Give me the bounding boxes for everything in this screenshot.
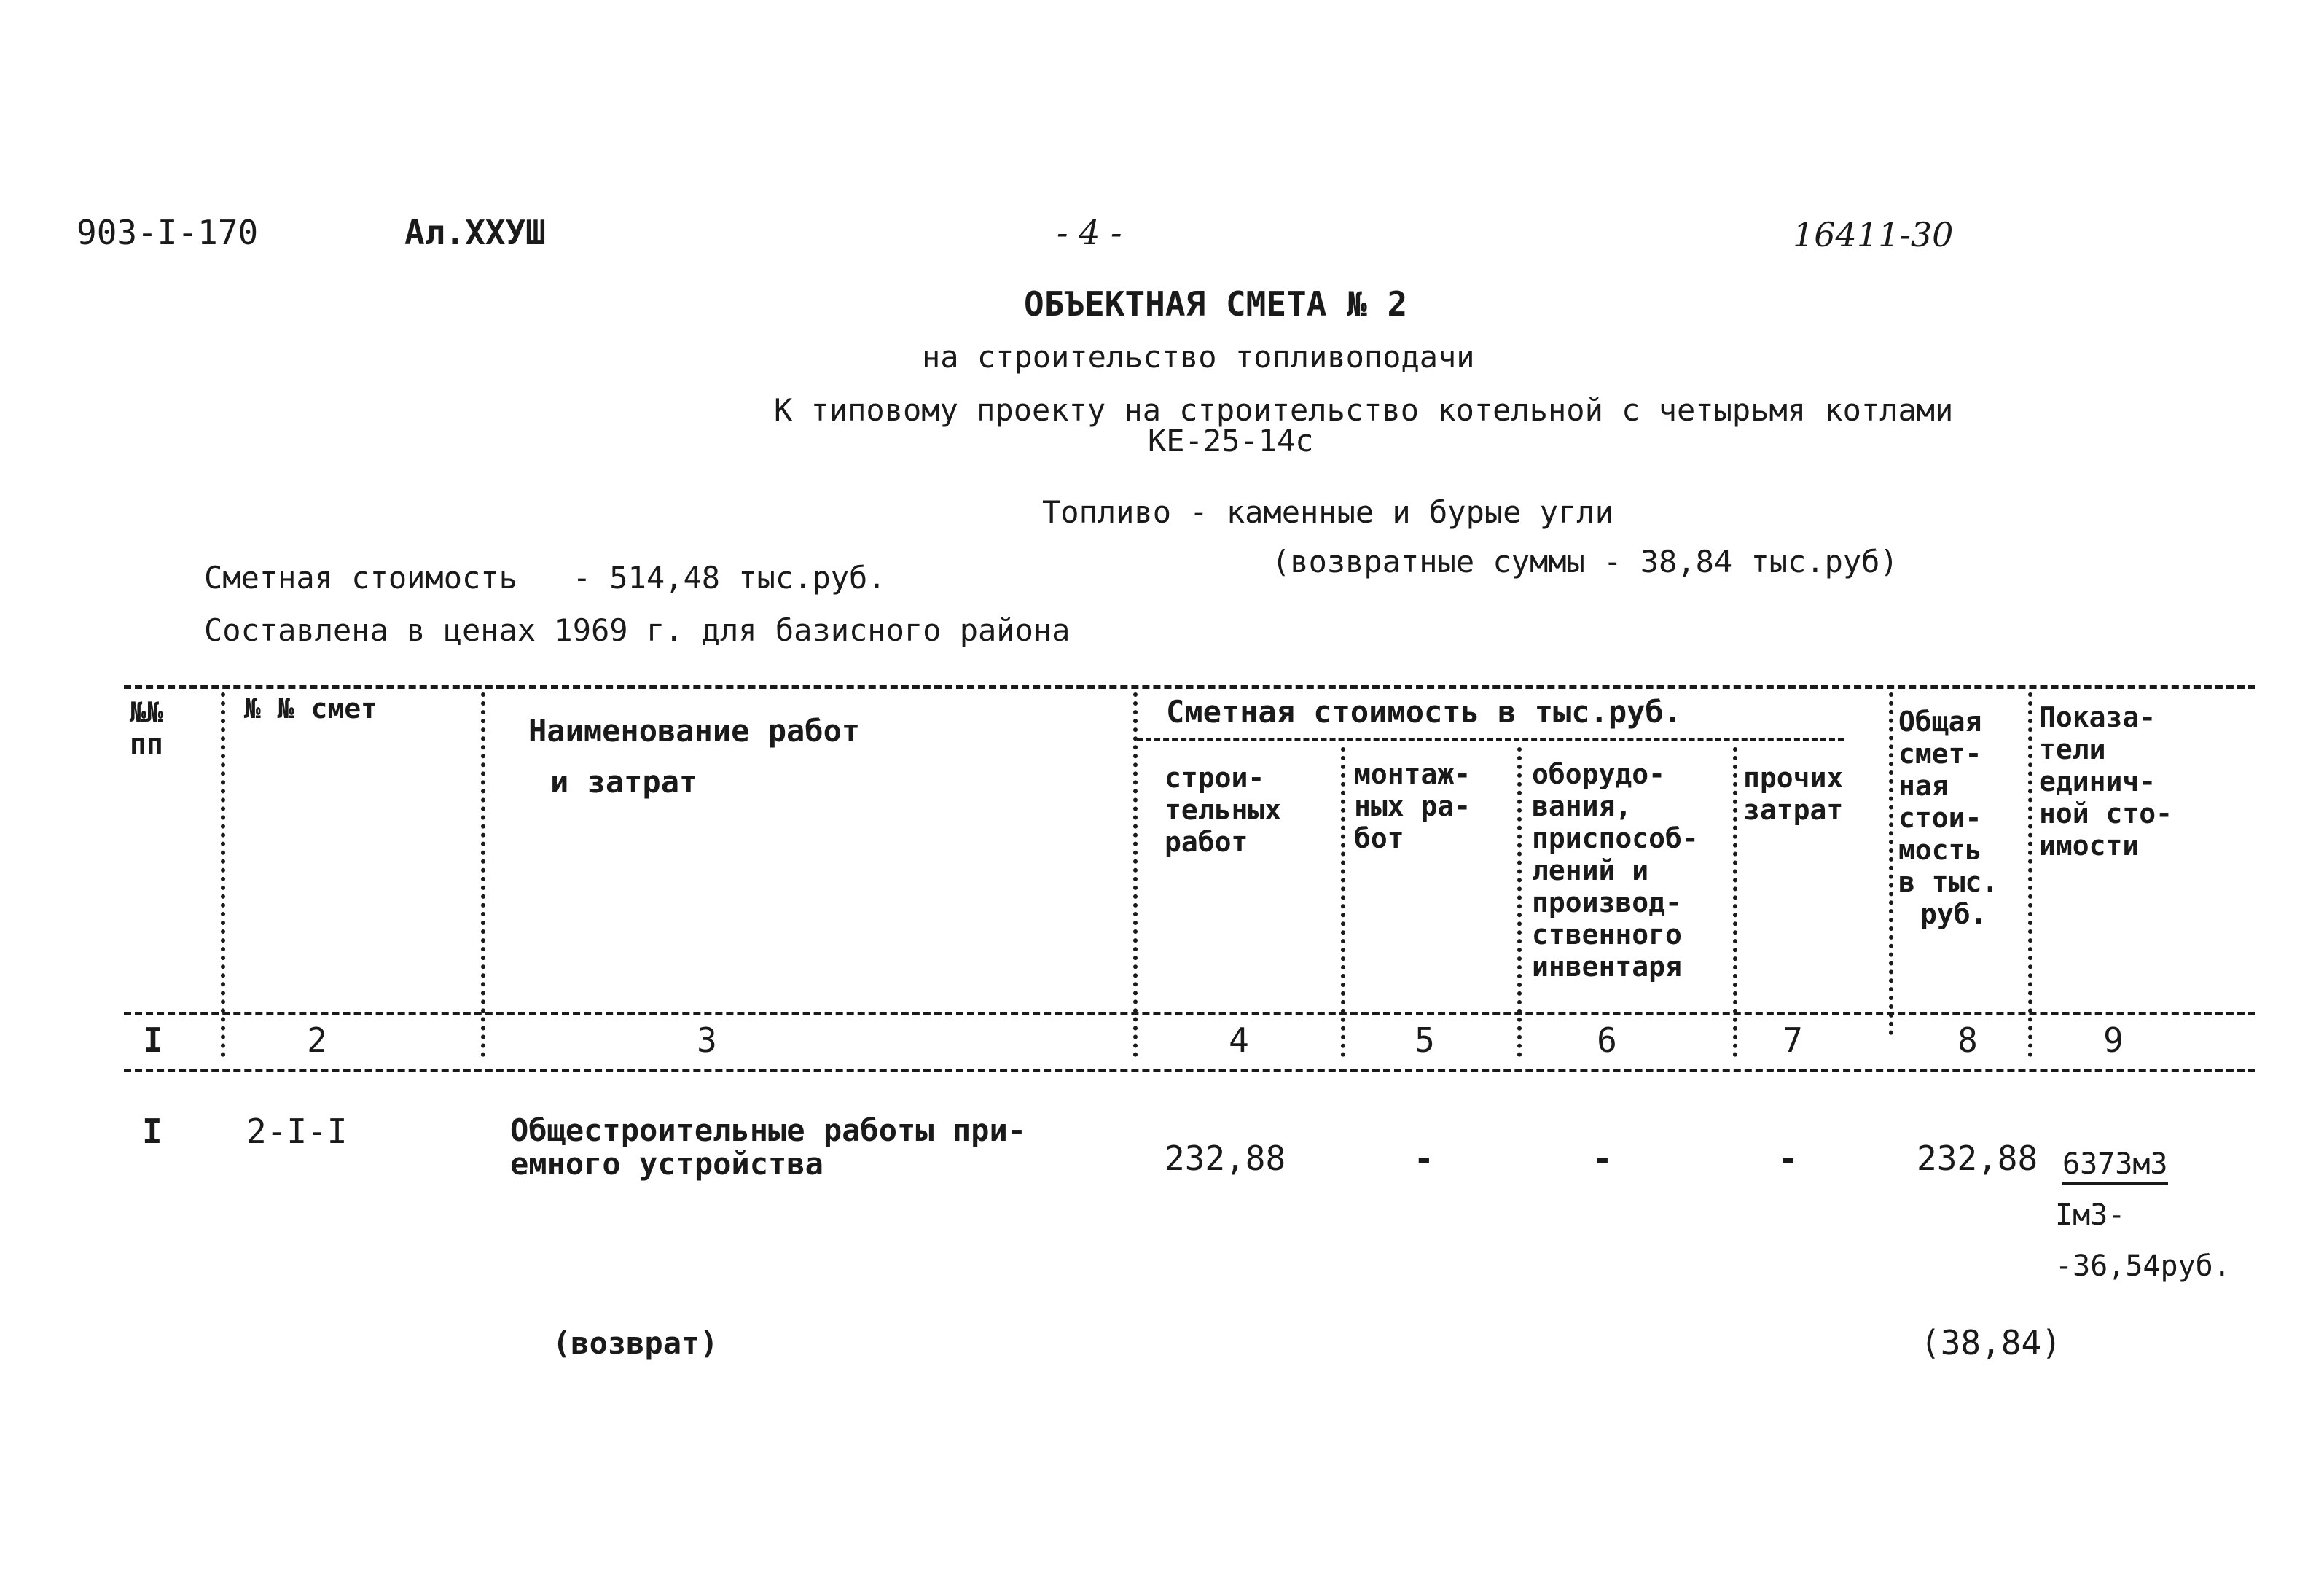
- doc-subtitle: на строительство топливоподачи: [922, 339, 1475, 375]
- page-number: - 4 -: [1057, 213, 1122, 252]
- doc-returns: (возвратные суммы - 38,84 тыс.руб): [1272, 544, 1898, 580]
- colnum-1: I: [143, 1021, 163, 1060]
- estimated-cost: Сметная стоимость - 514,48 тыс.руб.: [204, 560, 886, 596]
- row-installation: -: [1414, 1139, 1434, 1178]
- header-estimates: № № смет: [244, 692, 378, 725]
- table-top-rule: [124, 685, 2255, 689]
- row-total: 232,88: [1917, 1139, 2038, 1178]
- numbers-bottom-rule: [124, 1069, 2255, 1072]
- sheet-number: 16411-30: [1793, 215, 1954, 254]
- col-sep-8: [2028, 692, 2032, 1057]
- return-total: (38,84): [1920, 1323, 2062, 1362]
- header-other: прочих затрат: [1743, 762, 1844, 826]
- header-num: №№ пп: [130, 696, 163, 760]
- document-code: 903-I-170: [77, 213, 259, 252]
- row-name: Общестроительные работы при- емного устройства: [510, 1112, 1027, 1182]
- col-sep-4: [1341, 747, 1345, 1057]
- header-installation: монтаж- ных ра- бот: [1354, 758, 1471, 854]
- album-number: Ал.XXУШ: [404, 213, 546, 252]
- header-construction: строи- тельных работ: [1165, 762, 1282, 858]
- colnum-4: 4: [1229, 1021, 1249, 1060]
- col-sep-7: [1889, 692, 1893, 1035]
- header-total: Общая смет- ная стои- мость в тыс. руб.: [1898, 706, 1999, 930]
- header-bottom-rule: [124, 1012, 2255, 1015]
- col-sep-1: [221, 692, 225, 1057]
- doc-boiler-model: КЕ-25-14с: [1148, 423, 1314, 459]
- row-indicator: [2055, 1139, 2231, 1292]
- header-name: Наименование работ и затрат: [528, 713, 861, 800]
- header-indicators: Показа- тели единич- ной сто- имости: [2039, 701, 2173, 862]
- colnum-6: 6: [1597, 1021, 1617, 1060]
- indicator-volume: 6373м3: [2062, 1147, 2168, 1185]
- doc-fuel: Топливо - каменные и бурые угли: [1042, 494, 1613, 530]
- row-equipment: -: [1592, 1139, 1613, 1178]
- col-sep-2: [481, 692, 485, 1057]
- cost-group-rule: [1137, 738, 1844, 741]
- colnum-3: 3: [697, 1021, 717, 1060]
- header-equipment: оборудо- вания, приспособ- лений и производ- ственного инвентаря: [1532, 758, 1699, 983]
- colnum-5: 5: [1415, 1021, 1435, 1060]
- colnum-2: 2: [307, 1021, 327, 1060]
- colnum-7: 7: [1783, 1021, 1803, 1060]
- indicator-unit: Iм3-: [2055, 1198, 2126, 1232]
- row-other: -: [1778, 1139, 1799, 1178]
- row-num: I: [142, 1112, 163, 1151]
- col-sep-6: [1733, 747, 1737, 1057]
- col-sep-3: [1133, 692, 1138, 1057]
- doc-project: К типовому проекту на строительство котельной с четырьмя котлами: [774, 392, 1954, 428]
- colnum-8: 8: [1957, 1021, 1978, 1060]
- col-sep-5: [1517, 747, 1522, 1057]
- colnum-9: 9: [2103, 1021, 2124, 1060]
- return-label: (возврат): [552, 1325, 719, 1361]
- indicator-price: -36,54руб.: [2055, 1249, 2231, 1283]
- header-cost-group: Сметная стоимость в тыс.руб.: [1166, 694, 1683, 730]
- price-basis: Составлена в ценах 1969 г. для базисного района: [204, 612, 1071, 648]
- row-estimate: 2-I-I: [246, 1112, 348, 1151]
- doc-title: ОБЪЕКТНАЯ СМЕТА № 2: [1024, 284, 1408, 324]
- row-construction: 232,88: [1165, 1139, 1286, 1178]
